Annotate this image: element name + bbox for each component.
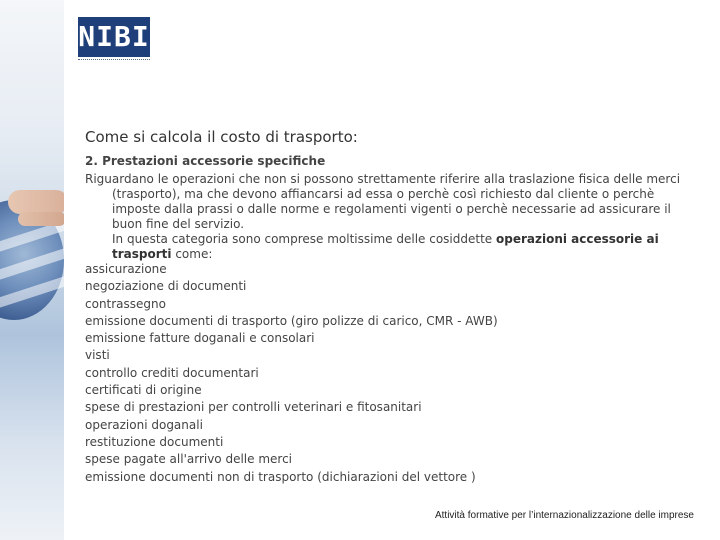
list-item: emissione fatture doganali e consolari	[85, 331, 315, 346]
list-item: restituzione documenti	[85, 434, 224, 449]
footer-text: Attività formative per l’internazionalizzazione delle imprese	[434, 510, 694, 521]
intro-emphasis: operazioni accessorie ai trasporti	[112, 231, 659, 261]
hand-image	[18, 212, 64, 226]
logo-text: NIBI	[78, 20, 150, 53]
list-item: visti	[85, 348, 110, 363]
intro-paragraph	[85, 172, 685, 261]
section-subtitle: 2. Prestazioni accessorie specifiche	[85, 154, 326, 168]
list-item: operazioni doganali	[85, 417, 203, 432]
list-item: controllo crediti documentari	[85, 365, 259, 380]
hand-image	[8, 190, 64, 214]
intro-line-1: Riguardano le operazioni che non si possono strettamente riferire alla traslazione fisica delle merci	[85, 172, 681, 186]
list-item: spese pagate all'arrivo delle merci	[85, 452, 293, 467]
list-item: emissione documenti non di trasporto (dichiarazioni del vettore )	[85, 469, 476, 484]
decorative-photo	[0, 0, 64, 540]
services-list	[85, 261, 498, 486]
logo-tagline	[78, 59, 150, 63]
list-item: emissione documenti di trasporto (giro polizze di carico, CMR - AWB)	[85, 313, 498, 328]
slide-title: Come si calcola il costo di trasporto:	[85, 128, 358, 146]
list-item: spese di prestazioni per controlli veterinari e fitosanitari	[85, 400, 422, 415]
intro-line-3-end: come:	[171, 246, 213, 261]
list-item: assicurazione	[85, 262, 167, 276]
list-item: certificati di origine	[85, 383, 202, 398]
intro-line-3	[85, 232, 685, 262]
list-item: contrassegno	[85, 296, 166, 311]
intro-line-3-text: In questa categoria sono comprese moltissime delle cosiddette	[112, 231, 496, 246]
intro-line-2: (trasporto), ma che devono affiancarsi ad essa o perchè così richiesto dal cliente o perchè imposte dalla prassi o dalle norme e regolamenti vigenti o perchè necessarie ad assicurare il buon fine del servizio.	[112, 186, 671, 231]
list-item: negoziazione di documenti	[85, 279, 247, 294]
nibi-logo	[78, 17, 150, 57]
